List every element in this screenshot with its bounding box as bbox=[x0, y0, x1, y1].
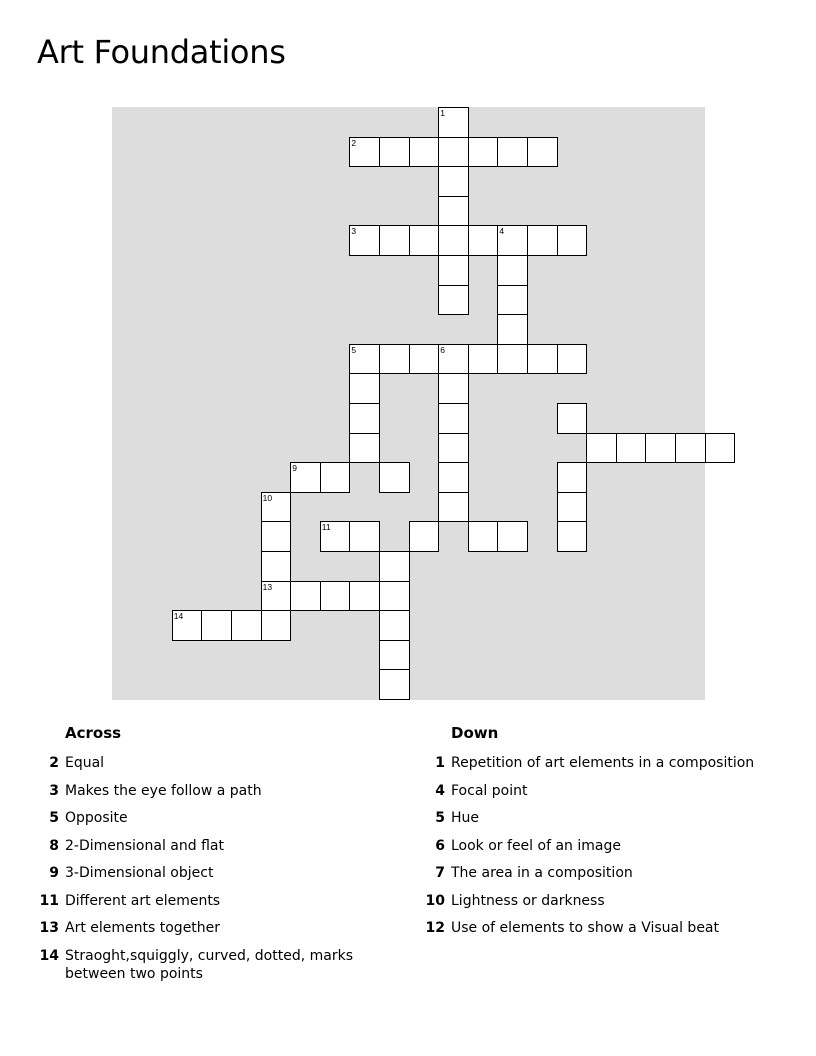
grid-cell[interactable] bbox=[557, 492, 588, 523]
clue-item-text: Use of elements to show a Visual beat bbox=[451, 920, 720, 936]
grid-cell[interactable] bbox=[497, 344, 528, 375]
clue-item bbox=[30, 892, 390, 910]
clue-item-text: 2-Dimensional and flat bbox=[65, 837, 224, 854]
crossword-grid bbox=[112, 107, 705, 700]
clue-item bbox=[416, 754, 756, 772]
grid-cell[interactable] bbox=[379, 137, 410, 168]
grid-cell[interactable] bbox=[349, 225, 380, 256]
grid-cell[interactable] bbox=[379, 669, 410, 700]
grid-cell[interactable] bbox=[497, 225, 528, 256]
clue-item bbox=[30, 809, 390, 827]
grid-cell[interactable] bbox=[261, 551, 292, 582]
grid-cell[interactable] bbox=[468, 137, 499, 168]
grid-cell[interactable] bbox=[261, 610, 292, 641]
grid-cell[interactable] bbox=[557, 521, 588, 552]
grid-cell[interactable] bbox=[438, 344, 469, 375]
grid-cell[interactable] bbox=[320, 521, 351, 552]
clue-item bbox=[30, 864, 390, 882]
grid-cell[interactable] bbox=[261, 492, 292, 523]
grid-cell[interactable] bbox=[438, 255, 469, 286]
clue-number: 9 bbox=[292, 463, 297, 474]
grid-cell[interactable] bbox=[379, 344, 410, 375]
clue-item-number: 12 bbox=[425, 920, 445, 936]
clue-item-number: 13 bbox=[39, 920, 59, 936]
clue-item-text: Hue bbox=[451, 810, 480, 826]
clue-item-text: Equal bbox=[65, 755, 105, 771]
clue-item-number: 11 bbox=[39, 892, 59, 909]
grid-cell[interactable] bbox=[379, 610, 410, 641]
grid-cell[interactable] bbox=[705, 433, 736, 464]
grid-cell[interactable] bbox=[497, 314, 528, 345]
grid-cell[interactable] bbox=[320, 581, 351, 612]
grid-cell[interactable] bbox=[616, 433, 647, 464]
grid-cell[interactable] bbox=[379, 640, 410, 671]
down-heading: Down bbox=[451, 724, 499, 742]
grid-cell[interactable] bbox=[438, 196, 469, 227]
clue-item-number: 2 bbox=[49, 755, 59, 771]
grid-cell[interactable] bbox=[468, 521, 499, 552]
grid-cell[interactable] bbox=[201, 610, 232, 641]
grid-cell[interactable] bbox=[557, 344, 588, 375]
clue-number: 6 bbox=[440, 344, 445, 355]
clue-item bbox=[30, 754, 390, 772]
grid-cell[interactable] bbox=[438, 403, 469, 434]
grid-cell[interactable] bbox=[349, 433, 380, 464]
grid-cell[interactable] bbox=[438, 137, 469, 168]
clue-item bbox=[416, 864, 756, 882]
grid-cell[interactable] bbox=[379, 551, 410, 582]
down-clues bbox=[416, 724, 756, 947]
grid-cell[interactable] bbox=[438, 433, 469, 464]
clue-item bbox=[416, 919, 756, 937]
across-heading: Across bbox=[65, 724, 122, 742]
clue-number: 3 bbox=[351, 226, 357, 237]
clue-item-text: 3-Dimensional object bbox=[65, 865, 214, 881]
grid-cell[interactable] bbox=[438, 462, 469, 493]
clue-item bbox=[30, 837, 390, 855]
clue-item-text: The area in a composition bbox=[451, 865, 633, 881]
clue-item-text: Opposite bbox=[65, 810, 128, 826]
grid-cell[interactable] bbox=[438, 492, 469, 523]
clue-number: 13 bbox=[262, 581, 273, 592]
clue-number: 2 bbox=[351, 137, 357, 148]
grid-cell[interactable] bbox=[379, 462, 410, 493]
clue-item-text: Look or feel of an image bbox=[451, 837, 621, 854]
clue-item bbox=[30, 919, 390, 937]
clue-item-text: Lightness or darkness bbox=[451, 892, 605, 909]
grid-cell[interactable] bbox=[586, 433, 617, 464]
grid-cell[interactable] bbox=[468, 344, 499, 375]
grid-cell[interactable] bbox=[468, 225, 499, 256]
grid-cell[interactable] bbox=[379, 581, 410, 612]
grid-cell[interactable] bbox=[497, 521, 528, 552]
clue-item-number: 5 bbox=[49, 810, 59, 826]
grid-cell[interactable] bbox=[497, 137, 528, 168]
clue-item-number: 7 bbox=[435, 865, 445, 881]
clue-item bbox=[416, 782, 756, 800]
grid-cell[interactable] bbox=[497, 255, 528, 286]
grid-cell[interactable] bbox=[409, 225, 440, 256]
grid-cell[interactable] bbox=[320, 462, 351, 493]
grid-cell[interactable] bbox=[557, 462, 588, 493]
grid-cell[interactable] bbox=[349, 373, 380, 404]
grid-cell[interactable] bbox=[675, 433, 706, 464]
grid-cell[interactable] bbox=[438, 166, 469, 197]
grid-cell[interactable] bbox=[409, 137, 440, 168]
clue-item-number: 6 bbox=[435, 837, 445, 854]
clue-item-number: 5 bbox=[435, 810, 445, 826]
grid-cell[interactable] bbox=[231, 610, 262, 641]
grid-cell[interactable] bbox=[349, 521, 380, 552]
clue-item-text: Repetition of art elements in a composition bbox=[451, 755, 755, 771]
grid-cell[interactable] bbox=[497, 285, 528, 316]
grid-cell[interactable] bbox=[172, 610, 203, 641]
across-clues bbox=[30, 724, 390, 992]
grid-cell[interactable] bbox=[527, 225, 558, 256]
grid-cell[interactable] bbox=[349, 581, 380, 612]
grid-cell[interactable] bbox=[557, 225, 588, 256]
down-clue-list bbox=[416, 754, 756, 937]
grid-cell[interactable] bbox=[349, 403, 380, 434]
grid-cell[interactable] bbox=[438, 373, 469, 404]
clue-number: 10 bbox=[262, 492, 273, 503]
grid-cell[interactable] bbox=[379, 225, 410, 256]
grid-cell[interactable] bbox=[645, 433, 676, 464]
grid-cell[interactable] bbox=[261, 521, 292, 552]
grid-cell[interactable] bbox=[261, 581, 292, 612]
clue-item bbox=[30, 947, 390, 983]
across-clue-list bbox=[30, 754, 390, 983]
grid-cell[interactable] bbox=[290, 462, 321, 493]
page-title: Art Foundations bbox=[37, 33, 286, 71]
clue-number: 4 bbox=[499, 226, 505, 237]
clue-item-text: Different art elements bbox=[65, 892, 221, 909]
clue-item bbox=[30, 782, 390, 800]
clue-item-text: Focal point bbox=[451, 782, 528, 799]
clue-item-number: 4 bbox=[435, 782, 445, 799]
grid-cell[interactable] bbox=[438, 285, 469, 316]
clue-number: 14 bbox=[173, 611, 184, 622]
clue-number: 11 bbox=[321, 522, 331, 533]
clue-item-text: Makes the eye follow a path bbox=[65, 782, 262, 799]
clue-number: 5 bbox=[351, 344, 357, 355]
clue-item-number: 8 bbox=[49, 837, 59, 854]
grid-cell[interactable] bbox=[409, 521, 440, 552]
grid-cell[interactable] bbox=[438, 107, 469, 138]
grid-cell[interactable] bbox=[349, 137, 380, 168]
clue-item-text: Art elements together bbox=[65, 920, 221, 936]
clue-item-text: Straoght,squiggly, curved, dotted, marks between two points bbox=[65, 947, 353, 982]
clue-item-number: 14 bbox=[39, 947, 59, 964]
grid-cell[interactable] bbox=[290, 581, 321, 612]
clue-item-number: 3 bbox=[49, 782, 59, 799]
grid-cell[interactable] bbox=[557, 403, 588, 434]
grid-cell[interactable] bbox=[527, 137, 558, 168]
grid-cell[interactable] bbox=[409, 344, 440, 375]
clue-item-number: 1 bbox=[435, 755, 445, 771]
clue-item bbox=[416, 892, 756, 910]
clue-item bbox=[416, 809, 756, 827]
clue-item-number: 9 bbox=[49, 865, 59, 881]
clue-number: 1 bbox=[440, 108, 445, 118]
grid-cell[interactable] bbox=[349, 344, 380, 375]
grid-cell[interactable] bbox=[527, 344, 558, 375]
clue-item bbox=[416, 837, 756, 855]
clue-item-number: 10 bbox=[425, 892, 445, 909]
grid-cell[interactable] bbox=[438, 225, 469, 256]
